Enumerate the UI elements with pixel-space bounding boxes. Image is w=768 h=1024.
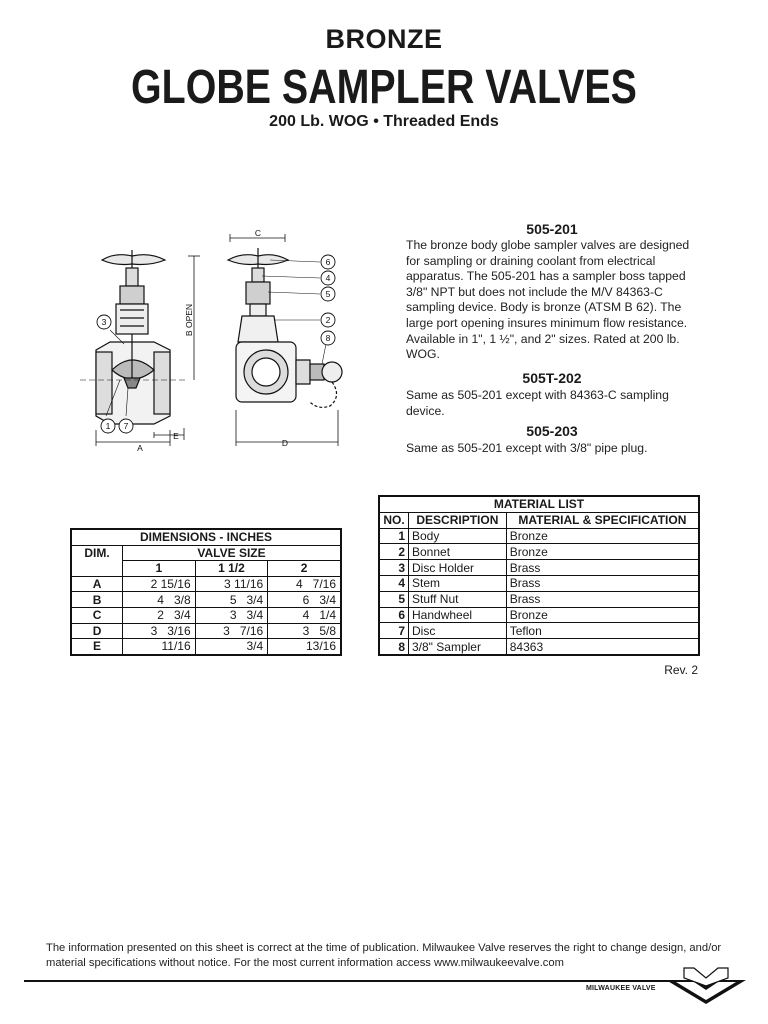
part-description: Body — [409, 528, 507, 544]
dim-label: A — [71, 576, 123, 592]
dim-value: 3 3/4 — [195, 607, 268, 623]
table-row — [379, 607, 699, 623]
size-column-header: 1 1/2 — [195, 561, 268, 577]
part-material: Brass — [506, 575, 699, 591]
callout-5: 5 — [325, 289, 331, 299]
page-title: GLOBE SAMPLER VALVES — [131, 61, 637, 114]
no-column-header: NO. — [379, 512, 409, 528]
dimensions-table — [70, 528, 342, 656]
dim-value: 2 15/16 — [123, 576, 196, 592]
table-row — [379, 623, 699, 639]
table-row — [71, 639, 341, 655]
material-list-table — [378, 495, 700, 656]
table-row — [379, 512, 699, 528]
part-material: Bronze — [506, 544, 699, 560]
brand-name: MILWAUKEE VALVE — [586, 985, 656, 992]
part-description: 3/8" Sampler — [409, 639, 507, 655]
table-row — [71, 529, 341, 545]
dim-value: 6 3/4 — [268, 592, 341, 608]
part-number: 1 — [379, 528, 409, 544]
material-list-title: MATERIAL LIST — [379, 496, 699, 512]
part-description: Stem — [409, 575, 507, 591]
table-row — [379, 591, 699, 607]
dim-label: C — [71, 607, 123, 623]
part-description: Stuff Nut — [409, 591, 507, 607]
valve-size-header: VALVE SIZE — [123, 545, 341, 561]
dim-value: 3 11/16 — [195, 576, 268, 592]
table-row — [71, 576, 341, 592]
dim-label-b: B OPEN — [184, 303, 194, 337]
part-description: Disc Holder — [409, 560, 507, 576]
size-column-header: 2 — [268, 561, 341, 577]
table-row — [379, 544, 699, 560]
callout-1: 1 — [105, 421, 111, 431]
callout-6: 6 — [325, 257, 331, 267]
part-number: 7 — [379, 623, 409, 639]
dim-value: 3 7/16 — [195, 623, 268, 639]
dim-value: 3 5/8 — [268, 623, 341, 639]
size-column-header: 1 — [123, 561, 196, 577]
table-row — [71, 623, 341, 639]
valve-drawing — [70, 220, 370, 460]
model-code-505t-202: 505T-202 — [522, 370, 582, 386]
part-material: Brass — [506, 560, 699, 576]
dim-value: 4 3/8 — [123, 592, 196, 608]
dim-label-a: A — [137, 443, 143, 453]
dim-value: 13/16 — [268, 639, 341, 655]
footer-divider — [24, 980, 740, 982]
part-material: Bronze — [506, 607, 699, 623]
description-column-header: DESCRIPTION — [409, 512, 507, 528]
callout-3: 3 — [101, 317, 107, 327]
dim-label-e: E — [173, 431, 179, 441]
part-description: Handwheel — [409, 607, 507, 623]
part-description: Disc — [409, 623, 507, 639]
dim-value: 3/4 — [195, 639, 268, 655]
dim-value: 11/16 — [123, 639, 196, 655]
table-row — [379, 528, 699, 544]
callout-7: 7 — [123, 421, 129, 431]
part-material: Brass — [506, 591, 699, 607]
dim-column-header: DIM. — [71, 545, 123, 561]
page-subtitle: 200 Lb. WOG • Threaded Ends — [269, 113, 499, 130]
table-row — [379, 560, 699, 576]
spec-column-header: MATERIAL & SPECIFICATION — [506, 512, 699, 528]
table-row — [71, 592, 341, 608]
part-number: 2 — [379, 544, 409, 560]
sectional-view — [80, 250, 200, 446]
part-material: Teflon — [506, 623, 699, 639]
model-code-505-201: 505-201 — [526, 221, 578, 237]
model-description-505-203: Same as 505-201 except with 3/8" pipe plug. — [406, 441, 648, 455]
table-row — [71, 561, 341, 577]
table-row — [379, 575, 699, 591]
part-number: 5 — [379, 591, 409, 607]
dim-value: 5 3/4 — [195, 592, 268, 608]
callout-2: 2 — [325, 315, 331, 325]
dim-label: B — [71, 592, 123, 608]
dim-value: 4 1/4 — [268, 607, 341, 623]
table-row — [71, 607, 341, 623]
callout-8: 8 — [325, 333, 331, 343]
dim-label-c: C — [254, 228, 262, 238]
dim-label: E — [71, 639, 123, 655]
milwaukee-valve-logo-icon — [664, 966, 748, 1006]
dimensions-table-title: DIMENSIONS - INCHES — [71, 529, 341, 545]
part-number: 4 — [379, 575, 409, 591]
dim-value: 2 3/4 — [123, 607, 196, 623]
dim-label: D — [71, 623, 123, 639]
table-row — [379, 496, 699, 512]
footer-notice: The information presented on this sheet is correct at the time of publication. Milwaukee Valve reserves the right to change design, and/or material specifications without notice. For the most current information access www.milwaukeevalve.com — [46, 942, 722, 969]
part-material: 84363 — [506, 639, 699, 655]
dim-label-d: D — [281, 438, 289, 448]
material-heading: BRONZE — [325, 24, 443, 54]
part-description: Bonnet — [409, 544, 507, 560]
part-material: Bronze — [506, 528, 699, 544]
part-number: 8 — [379, 639, 409, 655]
dim-value: 3 3/16 — [123, 623, 196, 639]
callout-4: 4 — [325, 273, 331, 283]
model-description-505-201: The bronze body globe sampler valves are designed for sampling or draining coolant from electrical apparatus. The 505-201 has a sampler boss tapped 3/8" NPT but does not include the M/V 84363-C sampling device. Body is bronze (ATSM B 62). The large port opening insures minimum flow resistance. Available in 1", 1 ½", and 2" sizes. Rated at 200 lb. WOG. — [406, 238, 690, 362]
table-row — [71, 545, 341, 561]
model-description-505t-202: Same as 505-201 except with 84363-C sampling device. — [406, 388, 669, 418]
part-number: 3 — [379, 560, 409, 576]
dim-value: 4 7/16 — [268, 576, 341, 592]
part-number: 6 — [379, 607, 409, 623]
revision-label: Rev. 2 — [664, 663, 698, 677]
table-row — [379, 639, 699, 655]
model-code-505-203: 505-203 — [526, 423, 578, 439]
